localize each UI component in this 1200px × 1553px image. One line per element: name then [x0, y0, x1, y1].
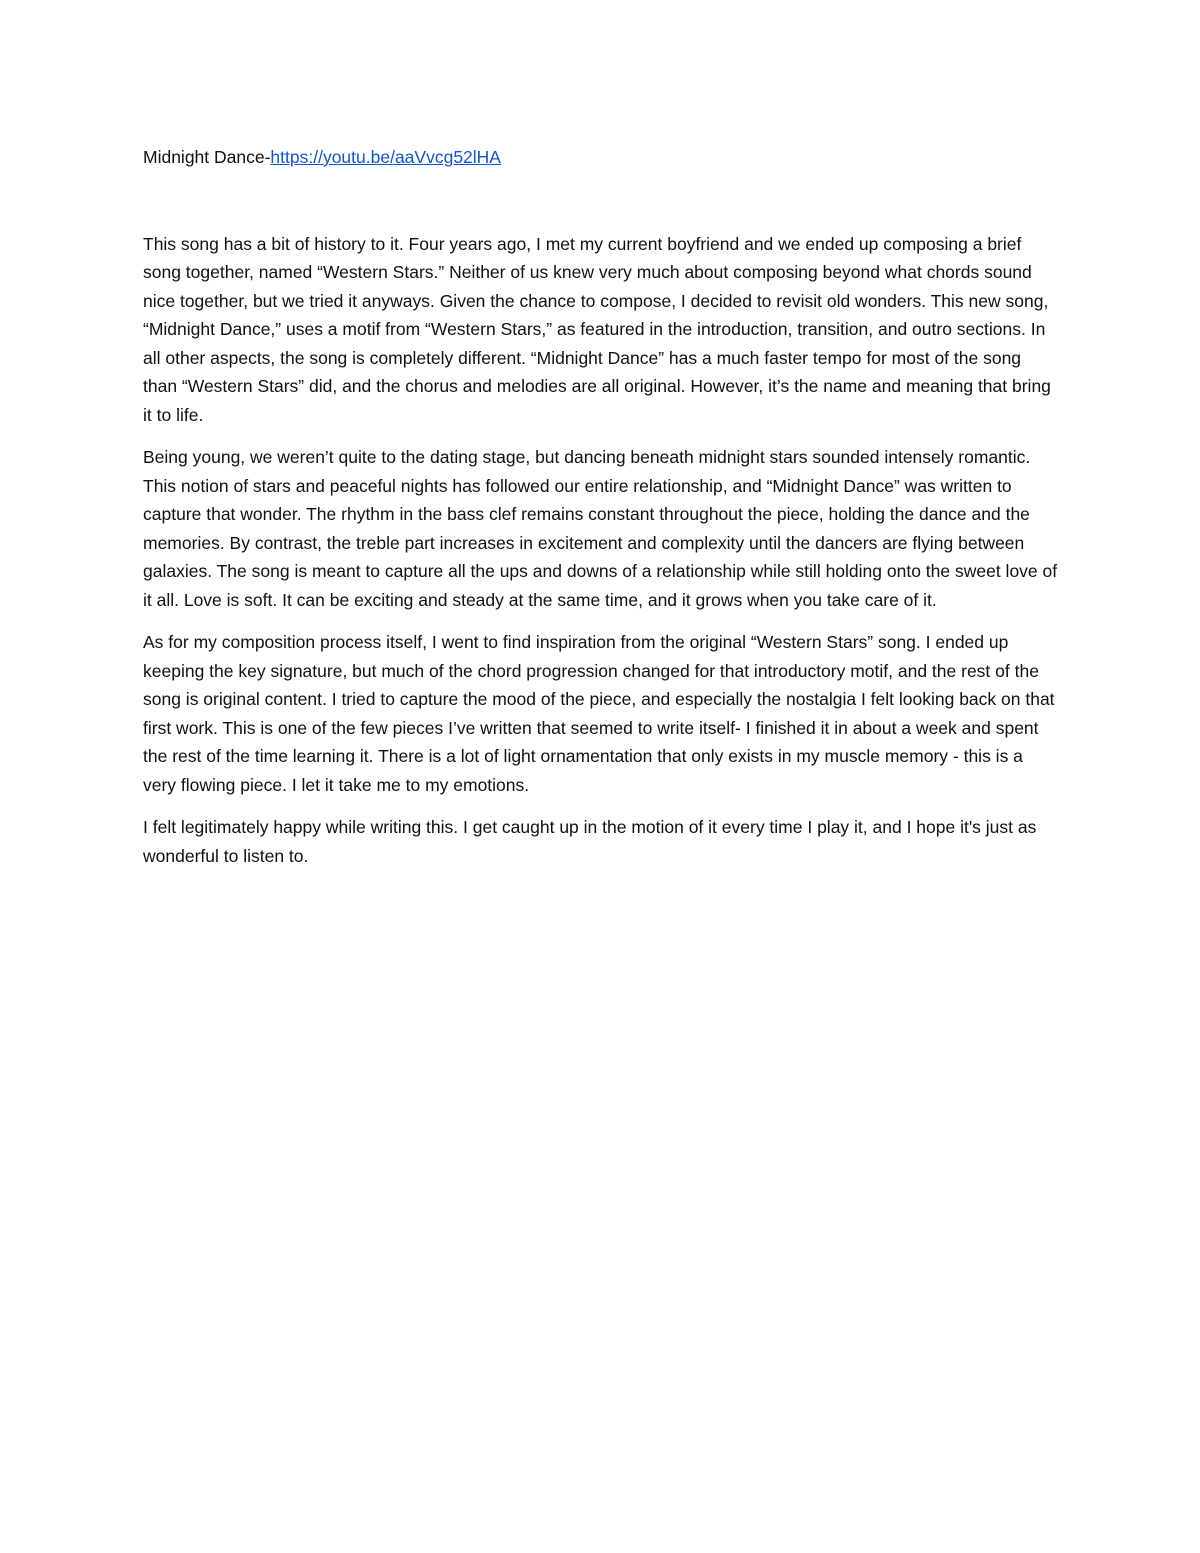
youtube-link[interactable]: https://youtu.be/aaVvcg52lHA [270, 147, 501, 167]
document-body [143, 143, 1058, 884]
paragraph-process: As for my composition process itself, I went to find inspiration from the original “Western Stars” song. I ended up keeping the key signature, but much of the chord progression changed for that introductory motif, and the rest of the song is original content. I tried to capture the mood of the piece, and especially the nostalgia I felt looking back on that first work. This is one of the few pieces I’ve written that seemed to write itself- I finished it in about a week and spent the rest of the time learning it. There is a lot of light ornamentation that only exists in my muscle memory - this is a very flowing piece. I let it take me to my emotions. [143, 632, 1055, 795]
paragraph-romance: Being young, we weren’t quite to the dating stage, but dancing beneath midnight stars sounded intensely romantic. This notion of stars and peaceful nights has followed our entire relationship, and “Midnight Dance” was written to capture that wonder. The rhythm in the bass clef remains constant throughout the piece, holding the dance and the memories. By contrast, the treble part increases in excitement and complexity until the dancers are flying between galaxies. The song is meant to capture all the ups and downs of a relationship while still holding onto the sweet love of it all. Love is soft. It can be exciting and steady at the same time, and it grows when you take care of it. [143, 447, 1058, 610]
paragraph-conclusion: I felt legitimately happy while writing this. I get caught up in the motion of it every time I play it, and I hope it's just as wonderful to listen to. [143, 817, 1037, 866]
document-title: Midnight Dance- [143, 147, 271, 167]
title-line [143, 143, 1058, 172]
paragraph-history: This song has a bit of history to it. Four years ago, I met my current boyfriend and we ended up composing a brief song together, named “Western Stars.” Neither of us knew very much about composing beyond what chords sound nice together, but we tried it anyways. Given the chance to compose, I decided to revisit old wonders. This new song, “Midnight Dance,” uses a motif from “Western Stars,” as featured in the introduction, transition, and outro sections. In all other aspects, the song is completely different. “Midnight Dance” has a much faster tempo for most of the song than “Western Stars” did, and the chorus and melodies are all original. However, it’s the name and meaning that bring it to life. [143, 233, 1051, 425]
